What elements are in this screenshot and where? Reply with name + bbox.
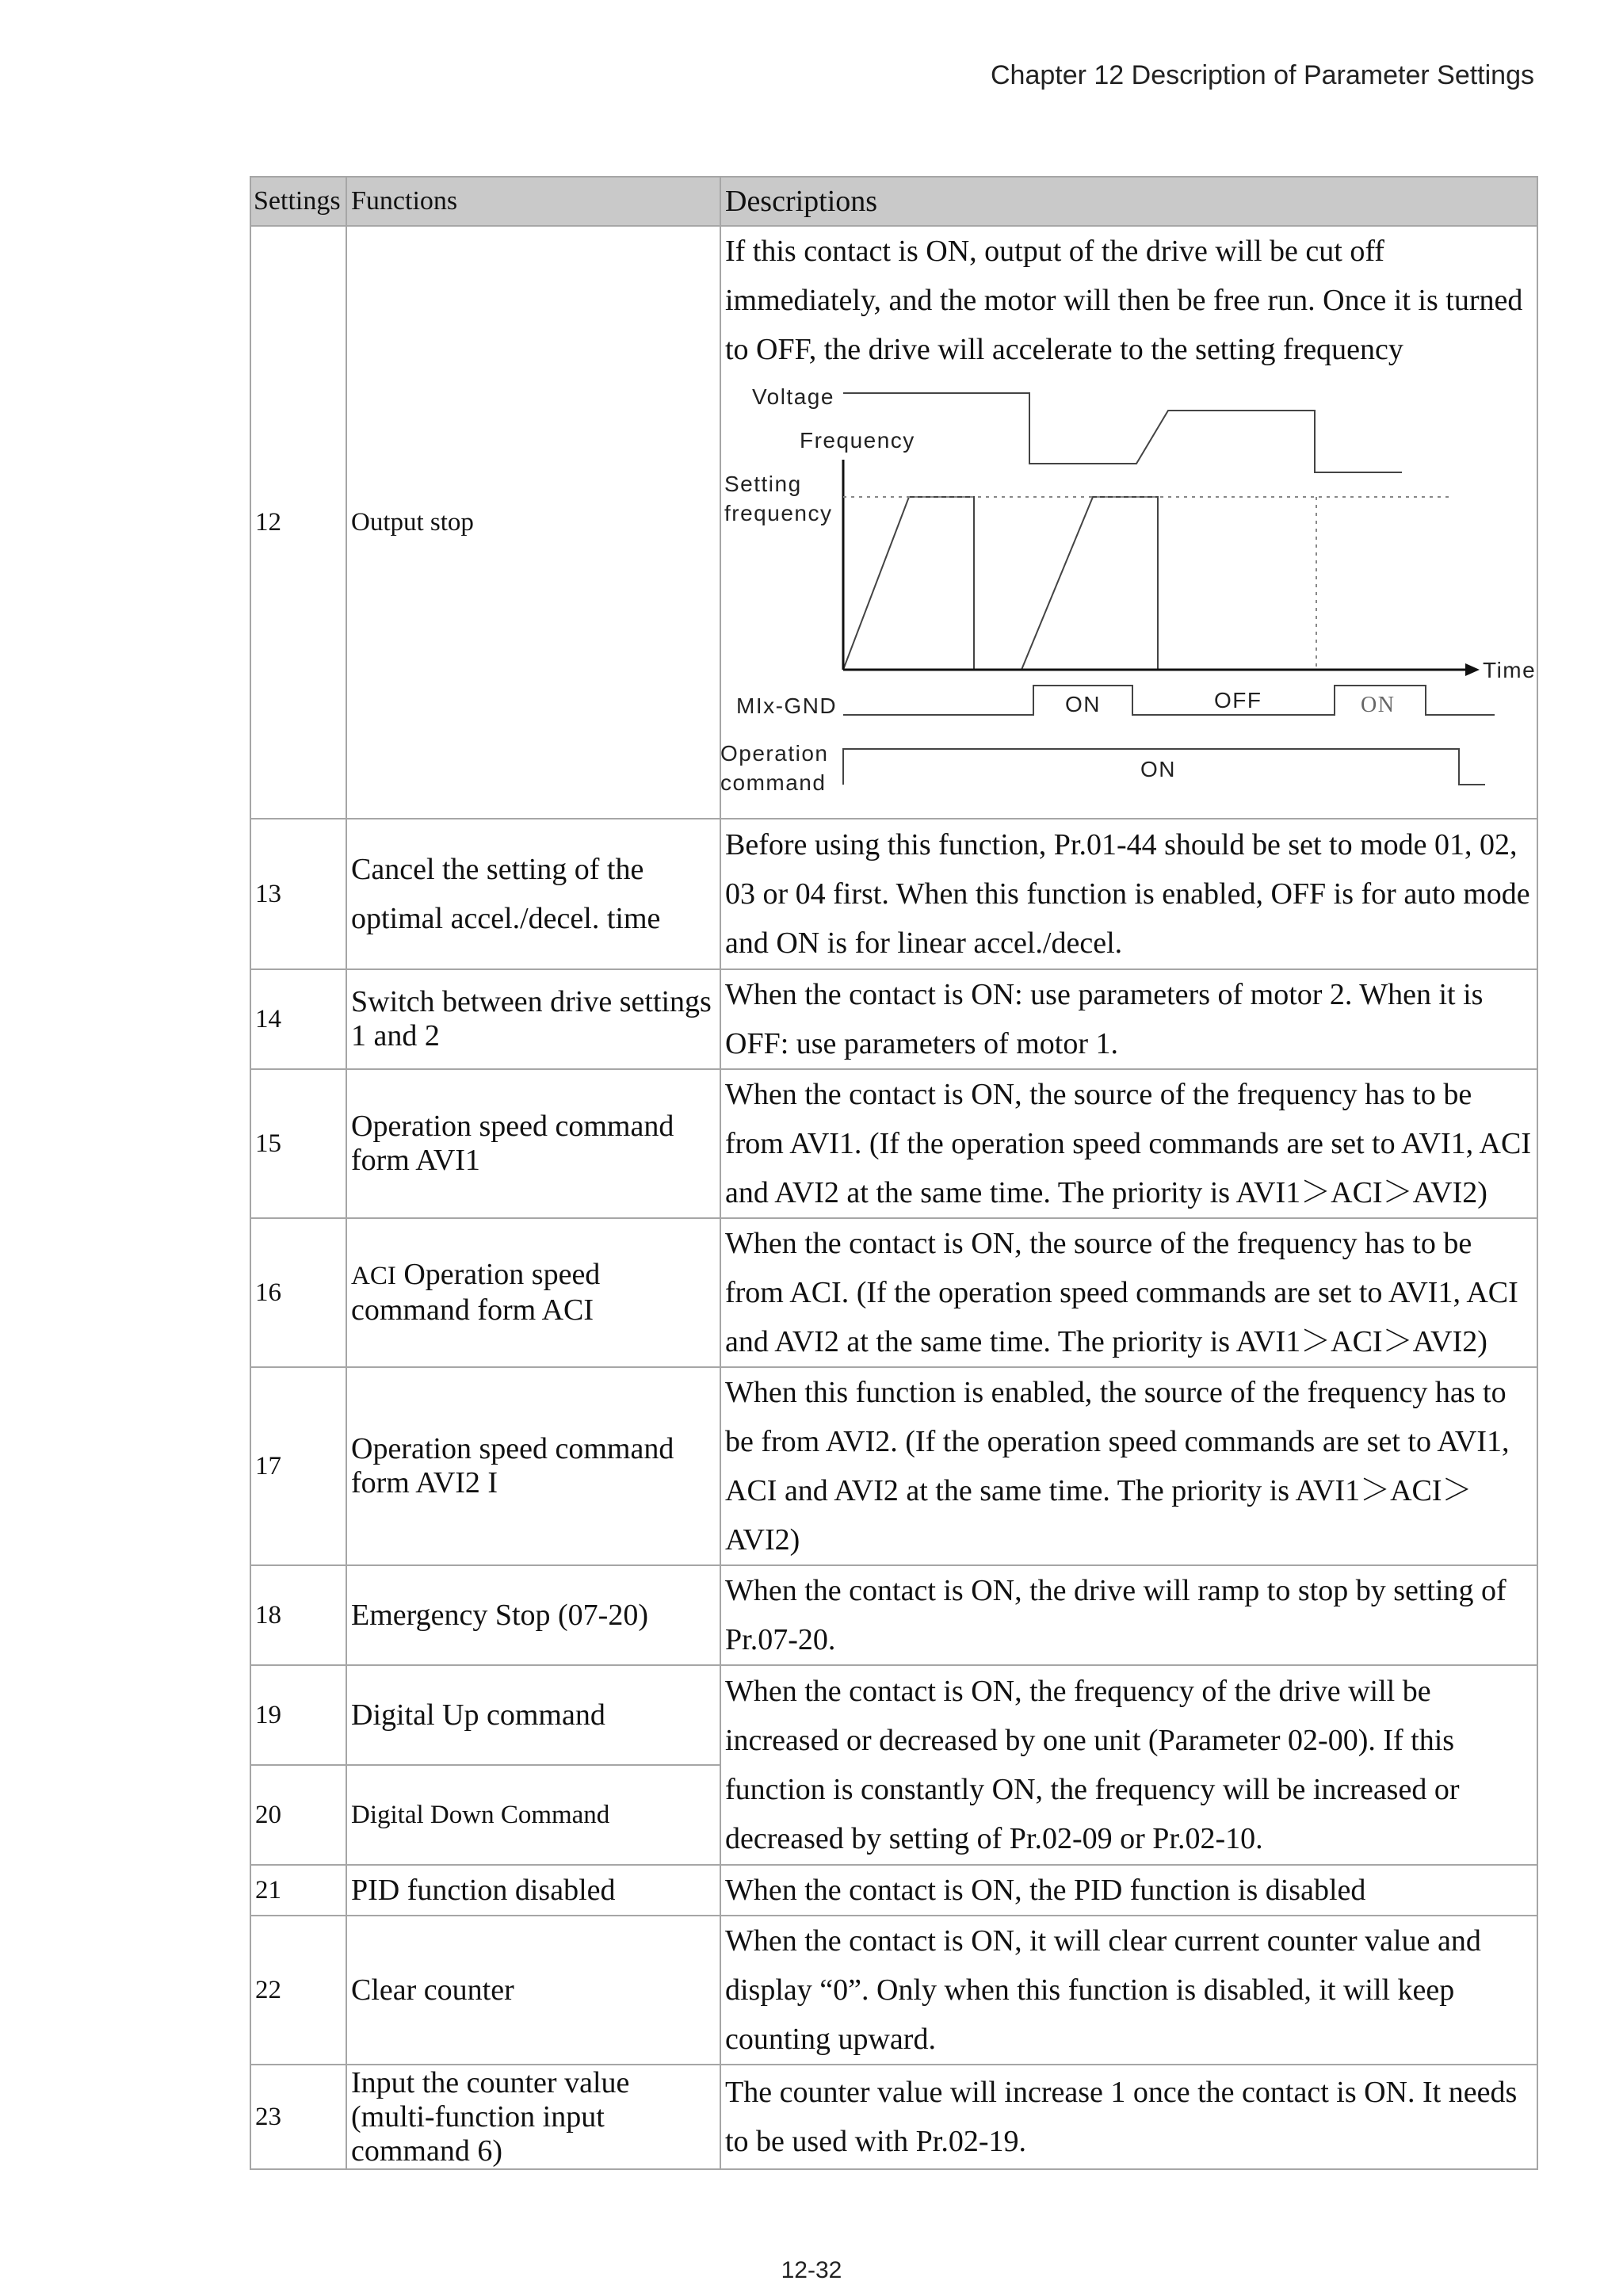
setting-cell: 20 [250,1765,346,1865]
setting-cell: 22 [250,1916,346,2065]
frequency-trace [843,497,1158,670]
description-cell: When this function is enabled, the source of the frequency has to be from AVI2. (If the operation speed commands are set to AVI1, ACI and AVI2 at the same time. The priority is AVI1＞ACI＞ AVI2) [720,1367,1537,1565]
function-cell: Digital Up command [346,1665,720,1765]
table-row [250,1865,1537,1916]
setting-cell: 17 [250,1367,346,1565]
description-cell: When the contact is ON, the source of the frequency has to be from AVI1. (If the operation speed commands are set to AVI1, ACI and AVI2 at the same time. The priority is AVI1＞ACI＞AVI2) [720,1069,1537,1218]
setting-cell: 12 [250,226,346,819]
description-cell: When the contact is ON, the PID function is disabled [720,1865,1537,1916]
function-cell: Operation speed command form AVI2 I [346,1367,720,1565]
function-cell: Input the counter value (multi-function input command 6) [346,2065,720,2169]
description-cell [720,226,1537,819]
table-row [250,1218,1537,1367]
table-row [250,1069,1537,1218]
on-label-1: ON [1065,692,1101,716]
parameter-settings-table [250,176,1538,2170]
function-cell: Digital Down Command [346,1765,720,1865]
table-row [250,1916,1537,2065]
time-label: Time [1483,658,1537,682]
voltage-label: Voltage [752,384,834,409]
table-header-row [250,177,1537,226]
output-stop-timing-diagram [720,380,1537,808]
function-text: Operation speed command form ACI [351,1258,601,1327]
description-cell: When the contact is ON, the drive will ramp to stop by setting of Pr.07-20. [720,1565,1537,1665]
setting-cell: 23 [250,2065,346,2169]
operation-label-1: Operation [720,741,829,766]
description-cell: When the contact is ON: use parameters of motor 2. When it is OFF: use parameters of motor 1. [720,969,1537,1069]
table-row [250,969,1537,1069]
header-descriptions: Descriptions [720,177,1537,226]
table-row [250,1367,1537,1565]
off-label: OFF [1214,688,1262,712]
function-cell: Clear counter [346,1916,720,2065]
function-cell: PID function disabled [346,1865,720,1916]
page-number: 12-32 [781,2257,842,2283]
description-cell: When the contact is ON, the source of the frequency has to be from ACI. (If the operation speed commands are set to AVI1, ACI and AVI2 at the same time. The priority is AVI1＞ACI＞AVI2) [720,1218,1537,1367]
function-cell: Output stop [346,226,720,819]
function-cell: Cancel the setting of the optimal accel./decel. time [346,819,720,969]
on-label-2: ON [1361,693,1396,717]
frequency-label: Frequency [800,428,915,453]
function-cell: Operation speed command form AVI1 [346,1069,720,1218]
table-row [250,819,1537,969]
mi-gnd-trace [843,686,1495,715]
setting-cell: 21 [250,1865,346,1916]
function-cell: Switch between drive settings 1 and 2 [346,969,720,1069]
setting-cell: 14 [250,969,346,1069]
description-cell: When the contact is ON, the frequency of the drive will be increased or decreased by one unit (Parameter 02-00). If this function is constantly ON, the frequency will be increased or decreased by setting of Pr.02-09 or Pr.02-10. [720,1665,1537,1865]
operation-on-label: ON [1140,757,1176,781]
setting-frequency-label-1: Setting [724,472,802,496]
setting-cell: 13 [250,819,346,969]
time-arrow [1465,663,1480,676]
header-settings: Settings [250,177,346,226]
page-header: Chapter 12 Description of Parameter Settings [990,60,1534,90]
function-cell: Emergency Stop (07-20) [346,1565,720,1665]
description-cell: The counter value will increase 1 once the contact is ON. It needs to be used with Pr.02-19. [720,2065,1537,2169]
setting-cell: 19 [250,1665,346,1765]
setting-cell: 16 [250,1218,346,1367]
description-text: If this contact is ON, output of the drive will be cut off immediately, and the motor will then be free run. Once it is turned to OFF, the drive will accelerate to the setting frequency [725,235,1523,366]
operation-label-2: command [720,770,827,795]
voltage-trace [843,393,1402,472]
table-row [250,1665,1537,1765]
table-row [250,2065,1537,2169]
mi-gnd-label: MIx-GND [736,693,838,718]
table-row [250,226,1537,819]
function-cell [346,1218,720,1367]
description-cell: Before using this function, Pr.01-44 should be set to mode 01, 02, 03 or 04 first. When this function is enabled, OFF is for auto mode and ON is for linear accel./decel. [720,819,1537,969]
setting-cell: 18 [250,1565,346,1665]
header-functions: Functions [346,177,720,226]
table-row [250,1565,1537,1665]
description-cell: When the contact is ON, it will clear current counter value and display “0”. Only when this function is disabled, it will keep counting upward. [720,1916,1537,2065]
setting-cell: 15 [250,1069,346,1218]
setting-frequency-label-2: frequency [724,501,833,525]
function-prefix: ACI [351,1262,396,1290]
